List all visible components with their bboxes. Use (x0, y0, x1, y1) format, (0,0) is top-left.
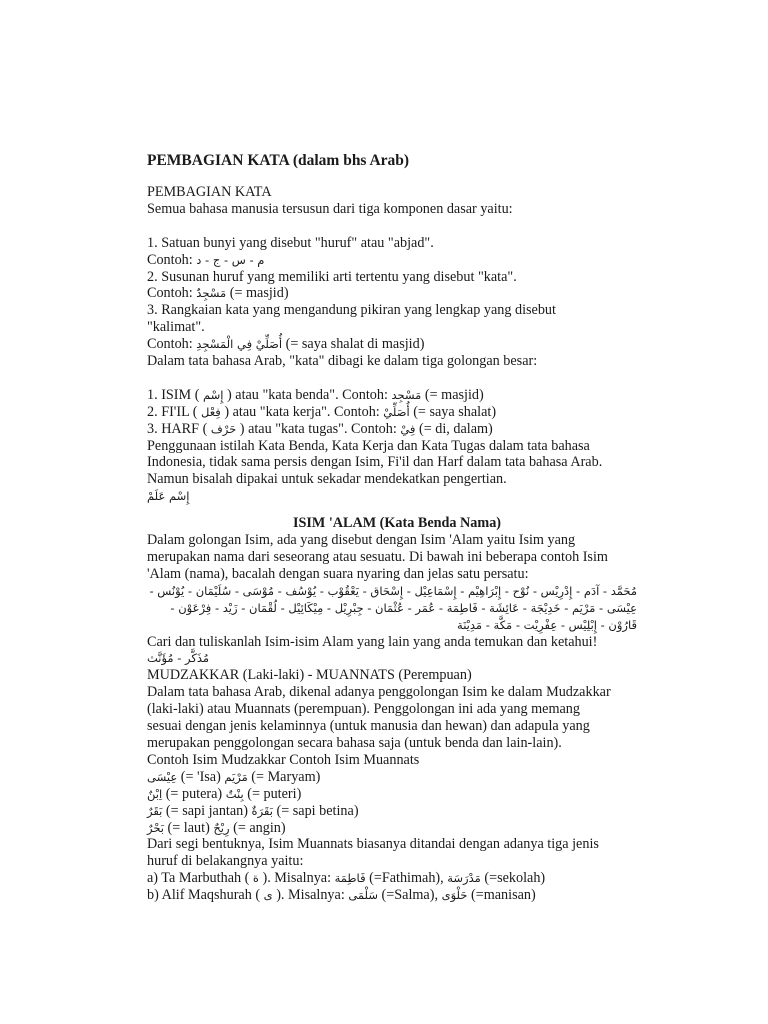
mudzakkar-meaning: (= 'Isa) (180, 768, 221, 785)
isim-alam-exercise: Cari dan tuliskanlah Isim-isim Alam yang lain yang anda temukan dan ketahui! (147, 633, 598, 650)
category-arabic: حَرْف (210, 421, 237, 436)
arabic-names-row3: قَارُوْن - إِبْلِيْس - عِفْرِيْت - مَكَّة - مَدِيْنَة (457, 617, 637, 632)
category-arabic: إِسْم (202, 387, 224, 402)
example1-arabic: فَاطِمَة (334, 871, 366, 886)
category-suffix: ) atau "kata kerja". Contoh: (224, 403, 380, 420)
marker-arabic: ة (252, 871, 259, 886)
spacer (147, 218, 647, 235)
muannats-arabic: بِنْتٌ (225, 786, 244, 801)
gender-pair-row (147, 769, 647, 786)
marker-prefix: a) Ta Marbuthah ( (147, 870, 250, 887)
marker-arabic: ى (263, 888, 273, 903)
example-label: Contoh: (147, 285, 193, 302)
marker-mid: ). Misalnya: (276, 887, 345, 904)
category-suffix: ) atau "kata benda". Contoh: (227, 386, 388, 403)
intro-text: Semua bahasa manusia tersusun dari tiga komponen dasar yaitu: (147, 200, 513, 217)
marker-alif-maqshurah (147, 887, 647, 904)
example2-meaning: (=sekolah) (484, 870, 546, 887)
muannats-arabic: بَقَرَةٌ (251, 803, 273, 818)
category-arabic: فِعْل (201, 404, 221, 419)
mudzakkar-arabic: بَقَرٌ (147, 803, 163, 818)
category-example-arabic: أُصَلِّيْ (383, 404, 410, 419)
category-suffix: ) atau "kata tugas". Contoh: (239, 420, 397, 437)
muannats-arabic: رِيْحٌ (213, 820, 230, 835)
form-line1: Dari segi bentuknya, Isim Muannats biasanya ditandai dengan adanya tiga jenis (147, 836, 599, 853)
gender-pair-row (147, 803, 647, 820)
arabic-sentence: أُصَلِّيْ فِي الْمَسْجِدِ (196, 337, 283, 352)
arabic-names-row2: عِيْسَى - مَرْيَم - خَدِيْجَة - عَائِشَة - فَاطِمَة - عُمَر - عُثْمَان - جِبْرِيْل - مِيْكَائِيْل - لُقْمَان - زَيْد - فِرْعَوْن - (170, 600, 637, 615)
example1-arabic: سَلْمَى (348, 888, 378, 903)
category-example-arabic: مَسْجِد (391, 387, 422, 402)
category-prefix: 3. HARF ( (147, 420, 208, 437)
muannats-arabic: مَرْيَم (224, 769, 248, 784)
mudzakkar-meaning: (= putera) (165, 785, 223, 802)
item-3-text-line1: 3. Rangkaian kata yang mengandung pikiran yang lengkap yang disebut (147, 302, 556, 319)
usage-note-line2: Indonesia, tidak sama persis dengan Isim, Fi'il dan Harf dalam tata bahasa Arab. (147, 454, 603, 471)
gender-heading: MUDZAKKAR (Laki-laki) - MUANNATS (Perempuan) (147, 667, 472, 684)
category-prefix: 2. FI'IL ( (147, 403, 198, 420)
example-meaning: (= saya shalat di masjid) (285, 336, 425, 353)
gender-examples-header: Contoh Isim Mudzakkar Contoh Isim Muannats (147, 751, 420, 768)
muannats-meaning: (= sapi betina) (276, 802, 359, 819)
gender-line3: sesuai dengan jenis kelaminnya (untuk manusia dan hewan) dan adapula yang (147, 718, 590, 735)
category-prefix: 1. ISIM ( (147, 386, 200, 403)
marker-ta-marbuthah (147, 870, 647, 887)
gender-line4: merupakan penggolongan secara bahasa saja (untuk benda dan lain-lain). (147, 734, 562, 751)
category-isim (147, 387, 647, 404)
item-3-example (147, 336, 647, 353)
isim-alam-line2: merupakan nama dari seseorang atau sesuatu. Di bawah ini beberapa contoh Isim (147, 549, 608, 565)
category-example-arabic: فِيْ (400, 421, 416, 436)
category-example-meaning: (= di, dalam) (418, 420, 493, 437)
item-2-text: 2. Susunan huruf yang memiliki arti tertentu yang disebut "kata". (147, 268, 517, 285)
mudzakkar-meaning: (= laut) (167, 819, 210, 836)
muannats-meaning: (= Maryam) (251, 768, 321, 785)
marker-prefix: b) Alif Maqshurah ( (147, 887, 261, 904)
category-fiil (147, 404, 647, 421)
example2-meaning: (=manisan) (470, 887, 536, 904)
arabic-names-row1: مُحَمَّد - آدَم - إِدْرِيْس - نُوْح - إِبْرَاهِيْم - إِسْمَاعِيْل - إِسْحَاق - يَعْقُوْب - يُوْسُف - مُوْسَى - سُلَيْمَان - يُوْنُس - (149, 583, 637, 598)
arabic-letters: م - س - ج - د (196, 252, 265, 267)
category-example-meaning: (= masjid) (424, 386, 484, 403)
document-title: PEMBAGIAN KATA (dalam bhs Arab) (147, 152, 410, 169)
summary-text: Dalam tata bahasa Arab, "kata" dibagi ke dalam tiga golongan besar: (147, 353, 538, 370)
usage-note-line3: Namun bisalah dipakai untuk sekadar mendekatkan pengertian. (147, 471, 507, 488)
category-example-meaning: (= saya shalat) (413, 403, 497, 420)
muannats-meaning: (= angin) (233, 819, 286, 836)
gender-pair-row (147, 820, 647, 837)
example2-arabic: حَلْوَى (441, 888, 468, 903)
usage-note-line1: Penggunaan istilah Kata Benda, Kata Kerja dan Kata Tugas dalam tata bahasa (147, 437, 590, 454)
example2-arabic: مَدْرَسَة (447, 871, 481, 886)
mudzakkar-meaning: (= sapi jantan) (165, 802, 248, 819)
gender-pair-row (147, 786, 647, 803)
example-label: Contoh: (147, 336, 193, 353)
form-line2: huruf di belakangnya yaitu: (147, 853, 304, 870)
category-harf (147, 421, 647, 438)
isim-alam-arabic-label: إِسْم عَلَمْ (147, 489, 190, 504)
mudzakkar-arabic: بَحْرٌ (147, 820, 164, 835)
example1-meaning: (=Fathimah), (369, 870, 444, 887)
gender-arabic-label: مُذَكَّر - مُؤَنَّث (147, 651, 210, 666)
item-3-text-line2: "kalimat". (147, 319, 205, 336)
document-page (147, 152, 647, 904)
gender-line2: (laki-laki) atau Muannats (perempuan). Penggolongan ini ada yang memang (147, 701, 580, 718)
isim-alam-heading: ISIM 'ALAM (Kata Benda Nama) (292, 515, 502, 532)
mudzakkar-arabic: اِبْنٌ (147, 786, 163, 801)
item-1-example (147, 252, 647, 269)
mudzakkar-arabic: عِيْسَى (147, 769, 178, 784)
example-meaning: (= masjid) (229, 285, 289, 302)
item-1-text: 1. Satuan bunyi yang disebut "huruf" atau "abjad". (147, 234, 434, 251)
arabic-word: مَسْجِدٌ (196, 286, 227, 301)
example-label: Contoh: (147, 251, 193, 268)
gender-line1: Dalam tata bahasa Arab, dikenal adanya penggolongan Isim ke dalam Mudzakkar (147, 684, 611, 701)
section-heading-pembagian-kata: PEMBAGIAN KATA (147, 184, 272, 200)
isim-alam-line1: Dalam golongan Isim, ada yang disebut dengan Isim 'Alam yaitu Isim yang (147, 532, 576, 549)
muannats-meaning: (= puteri) (247, 785, 302, 802)
item-2-example (147, 285, 647, 302)
marker-mid: ). Misalnya: (262, 870, 332, 887)
example1-meaning: (=Salma), (381, 887, 439, 904)
isim-alam-line3: 'Alam (nama), bacalah dengan suara nyaring dan jelas satu persatu: (147, 565, 529, 582)
spacer (147, 370, 647, 387)
